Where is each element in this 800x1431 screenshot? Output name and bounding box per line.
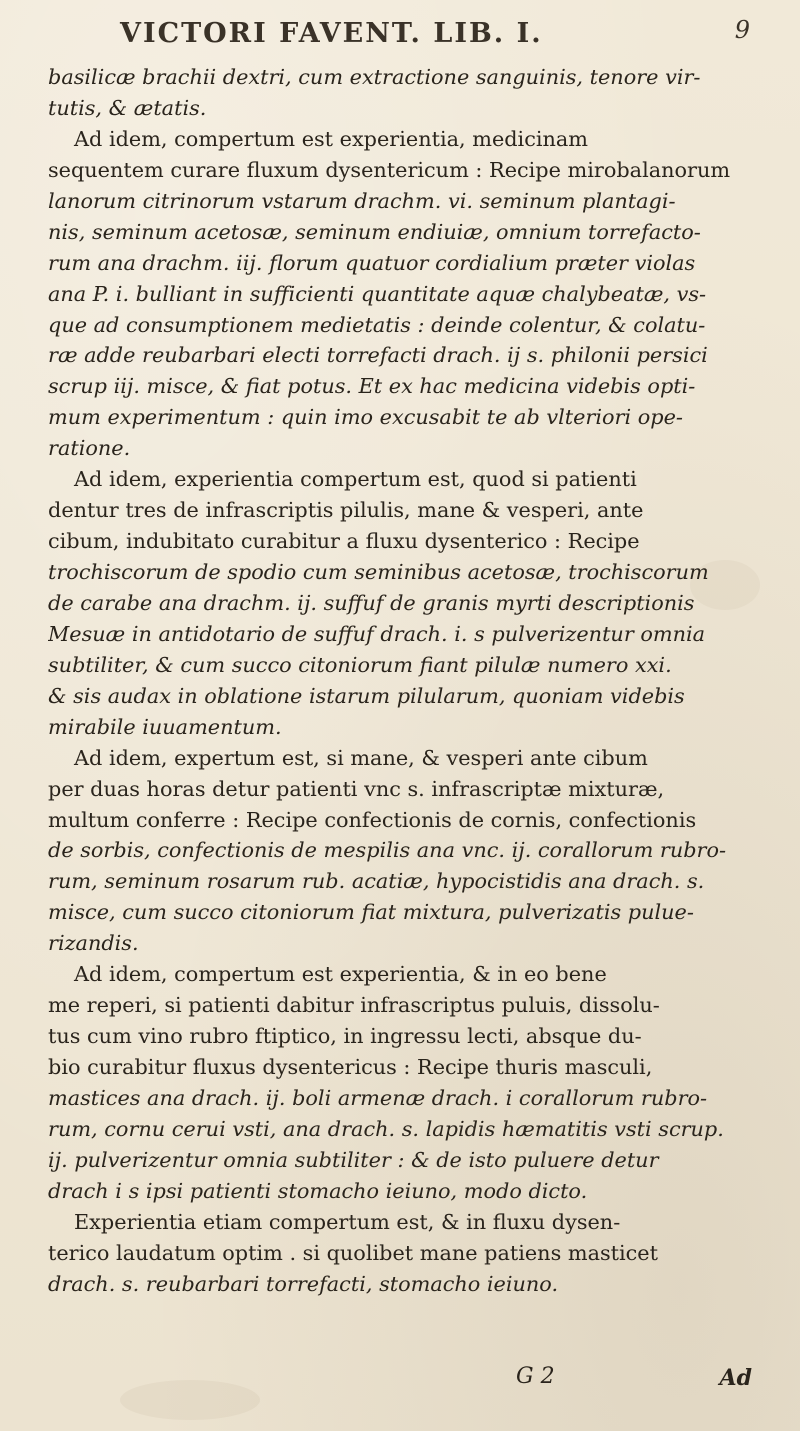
text-line: Ad idem, expertum est, si mane, & vesperi ante cibum — [74, 745, 648, 770]
text-line: & sis audax in oblatione istarum pilularum, quoniam videbis — [48, 683, 685, 708]
text-line: de sorbis, confectionis de mespilis ana vnc. ij. corallorum rubro- — [48, 838, 727, 863]
text-line: rizandis. — [48, 931, 139, 956]
catchword: Ad — [719, 1365, 752, 1391]
text-line: Ad idem, compertum est experientia, medicinam — [74, 126, 589, 151]
text-line: trochiscorum de spodio cum seminibus acetosæ, trochiscorum — [48, 560, 709, 584]
running-head: VICTORI FAVENT. LIB. I. — [120, 18, 543, 49]
text-line: de carabe ana drachm. ij. suffuf de granis myrti descriptionis — [48, 590, 695, 615]
text-line: per duas horas detur patienti vnc s. infrascriptæ mixturæ, — [48, 776, 665, 801]
text-line: ana P. i. bulliant in sufficienti quantitate aquæ chalybeatæ, vs- — [48, 281, 707, 306]
text-line: Experientia etiam compertum est, & in fluxu dysen- — [74, 1209, 621, 1234]
text-line: rum, seminum rosarum rub. acatiæ, hypocistidis ana drach. s. — [48, 869, 705, 894]
text-line: Mesuæ in antidotario de suffuf drach. i. s pulverizentur omnia — [48, 621, 706, 646]
text-line: tutis, & ætatis. — [48, 95, 207, 120]
text-line: ij. pulverizentur omnia subtiliter : & de isto puluere detur — [48, 1147, 659, 1172]
page-number: 9 — [734, 16, 750, 44]
paper-stain — [120, 1380, 260, 1420]
text-line: ræ adde reubarbari electi torrefacti drach. ij s. philonii persici — [48, 343, 708, 368]
text-line: me reperi, si patienti dabitur infrascriptus puluis, dissolu- — [48, 993, 660, 1018]
text-line: mum experimentum : quin imo excusabit te ab vlteriori ope- — [48, 405, 683, 430]
text-line: cibum, indubitato curabitur a fluxu dysenterico : Recipe — [48, 529, 640, 554]
text-line: drach i s ipsi patienti stomacho ieiuno, modo dicto. — [48, 1178, 588, 1203]
text-line: basilicæ brachii dextri, cum extractione sanguinis, tenore vir- — [48, 65, 701, 89]
text-line: Ad idem, compertum est experientia, & in eo bene — [74, 962, 607, 987]
text-line: drach. s. reubarbari torrefacti, stomacho ieiuno. — [48, 1271, 559, 1296]
text-line: lanorum citrinorum vstarum drachm. vi. seminum plantagi- — [48, 188, 676, 213]
signature-mark: G 2 — [516, 1364, 555, 1389]
text-line: rum, cornu cerui vsti, ana drach. s. lapidis hæmatitis vsti scrup. — [48, 1116, 724, 1141]
text-line: que ad consumptionem medietatis : deinde colentur, & colatu- — [48, 312, 706, 337]
text-line: dentur tres de infrascriptis pilulis, mane & vesperi, ante — [48, 498, 644, 523]
text-line: terico laudatum optim . si quolibet mane patiens masticet — [48, 1240, 658, 1265]
text-line: multum conferre : Recipe confectionis de cornis, confectionis — [48, 807, 697, 832]
body-text — [48, 62, 760, 1300]
text-line: subtiliter, & cum succo citoniorum fiant pilulæ numero xxi. — [48, 652, 672, 677]
text-line: misce, cum succo citoniorum fiat mixtura, pulverizatis pulue- — [48, 900, 694, 925]
text-line: bio curabitur fluxus dysentericus : Recipe thuris masculi, — [48, 1055, 653, 1079]
text-line: ratione. — [48, 436, 131, 461]
text-line: nis, seminum acetosæ, seminum endiuiæ, omnium torrefacto- — [48, 219, 701, 244]
text-line: sequentem curare fluxum dysentericum : Recipe mirobalanorum — [48, 157, 731, 182]
text-line: scrup iij. misce, & fiat potus. Et ex hac medicina videbis opti- — [48, 374, 696, 399]
text-line: tus cum vino rubro ftiptico, in ingressu lecti, absque du- — [48, 1024, 642, 1049]
text-line: mastices ana drach. ij. boli armenæ drach. i corallorum rubro- — [48, 1085, 708, 1110]
text-line: Ad idem, experientia compertum est, quod si patienti — [74, 467, 637, 492]
page-header — [70, 12, 760, 62]
text-line: mirabile iuuamentum. — [48, 714, 282, 739]
text-line: rum ana drachm. iij. florum quatuor cordialium præter violas — [48, 250, 696, 275]
